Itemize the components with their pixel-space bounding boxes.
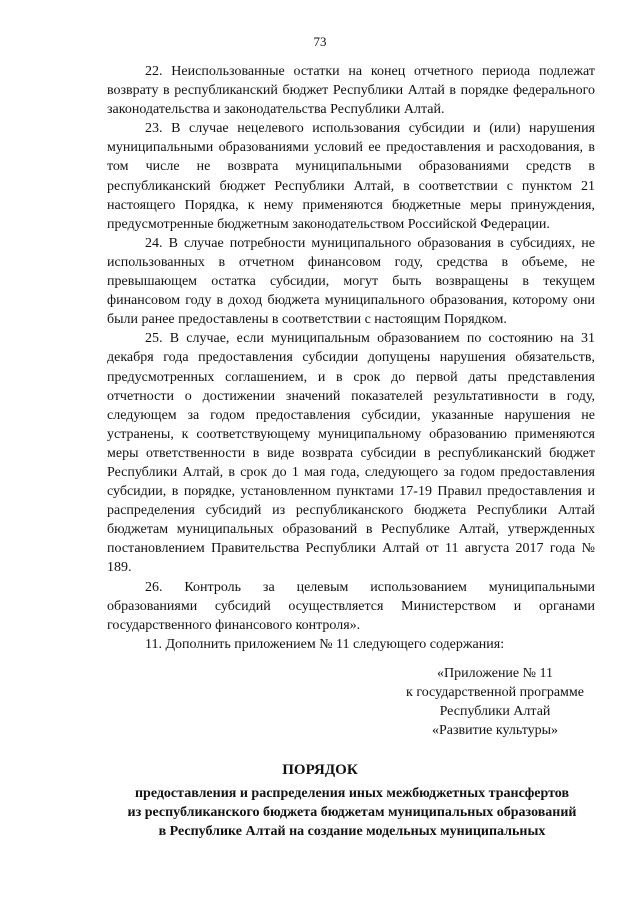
paragraph-22: 22. Неиспользованные остатки на конец отчетного периода подлежат возврату в республиканский бюджет Республики Алтай в порядке федерального законодательства и законодательства Республики Алтай. (107, 64, 595, 118)
paragraph-24: 24. В случае потребности муниципального образования в субсидиях, не использованных в отчетном финансовом году, средства в объеме, не превышающем остатка субсидии, могут быть возвращены в текущем финансовом году в доход бюджета муниципального образования, которому они были ранее предоставлены в соответствии с настоящим Порядком. (107, 235, 595, 328)
appendix-line: «Приложение № 11 (437, 666, 553, 681)
subtitle-line: предоставления и распределения иных межбюджетных трансфертов (134, 786, 570, 801)
appendix-line: Республики Алтай (439, 704, 551, 719)
paragraph-11: 11. Дополнить приложением № 11 следующего содержания: (145, 636, 505, 652)
appendix-header (360, 664, 630, 740)
appendix-line: к государственной программе (406, 685, 584, 700)
appendix-line: «Развитие культуры» (431, 723, 559, 738)
page-number: 73 (313, 34, 327, 49)
document-subtitle (92, 784, 612, 841)
subtitle-line: из республиканского бюджета бюджетам муниципальных образований (127, 805, 577, 820)
body-text (107, 62, 595, 654)
document-title: ПОРЯДОК (282, 762, 358, 778)
subtitle-line: в Республике Алтай на создание модельных муниципальных (158, 824, 546, 839)
paragraph-25: 25. В случае, если муниципальным образованием по состоянию на 31 декабря года предоставления субсидии допущены нарушения обязательств, предусмотренных соглашением, и в срок до первой даты представления отчетности о достижении значений показателей результативности в году, следующем за годом предоставления субсидии, указанные нарушения не устранены, к соответствующему муниципальному образованию применяются меры ответственности в виде возврата субсидии в республиканский бюджет Республики Алтай, в срок до 1 мая года, следующего за годом предоставления субсидии, в порядке, установленном пунктами 17-19 Правил предоставления и распределения субсидий из республиканского бюджета Республики Алтай бюджетам муниципальных образований в Республике Алтай, утвержденных постановлением Правительства Республики Алтай от 11 августа 2017 года № 189. (107, 331, 595, 576)
paragraph-23: 23. В случае нецелевого использования субсидии и (или) нарушения муниципальными образованиями условий ее предоставления и расходования, в том числе не возврата муниципальными образованиями средств в республиканский бюджет Республики Алтай, в соответствии с пунктом 21 настоящего Порядка, к нему применяются бюджетные меры принуждения, предусмотренные бюджетным законодательством Российской Федерации. (107, 121, 595, 232)
paragraph-26: 26. Контроль за целевым использованием муниципальными образованиями субсидий осуществляется Министерством и органами государственного финансового контроля». (107, 579, 595, 633)
